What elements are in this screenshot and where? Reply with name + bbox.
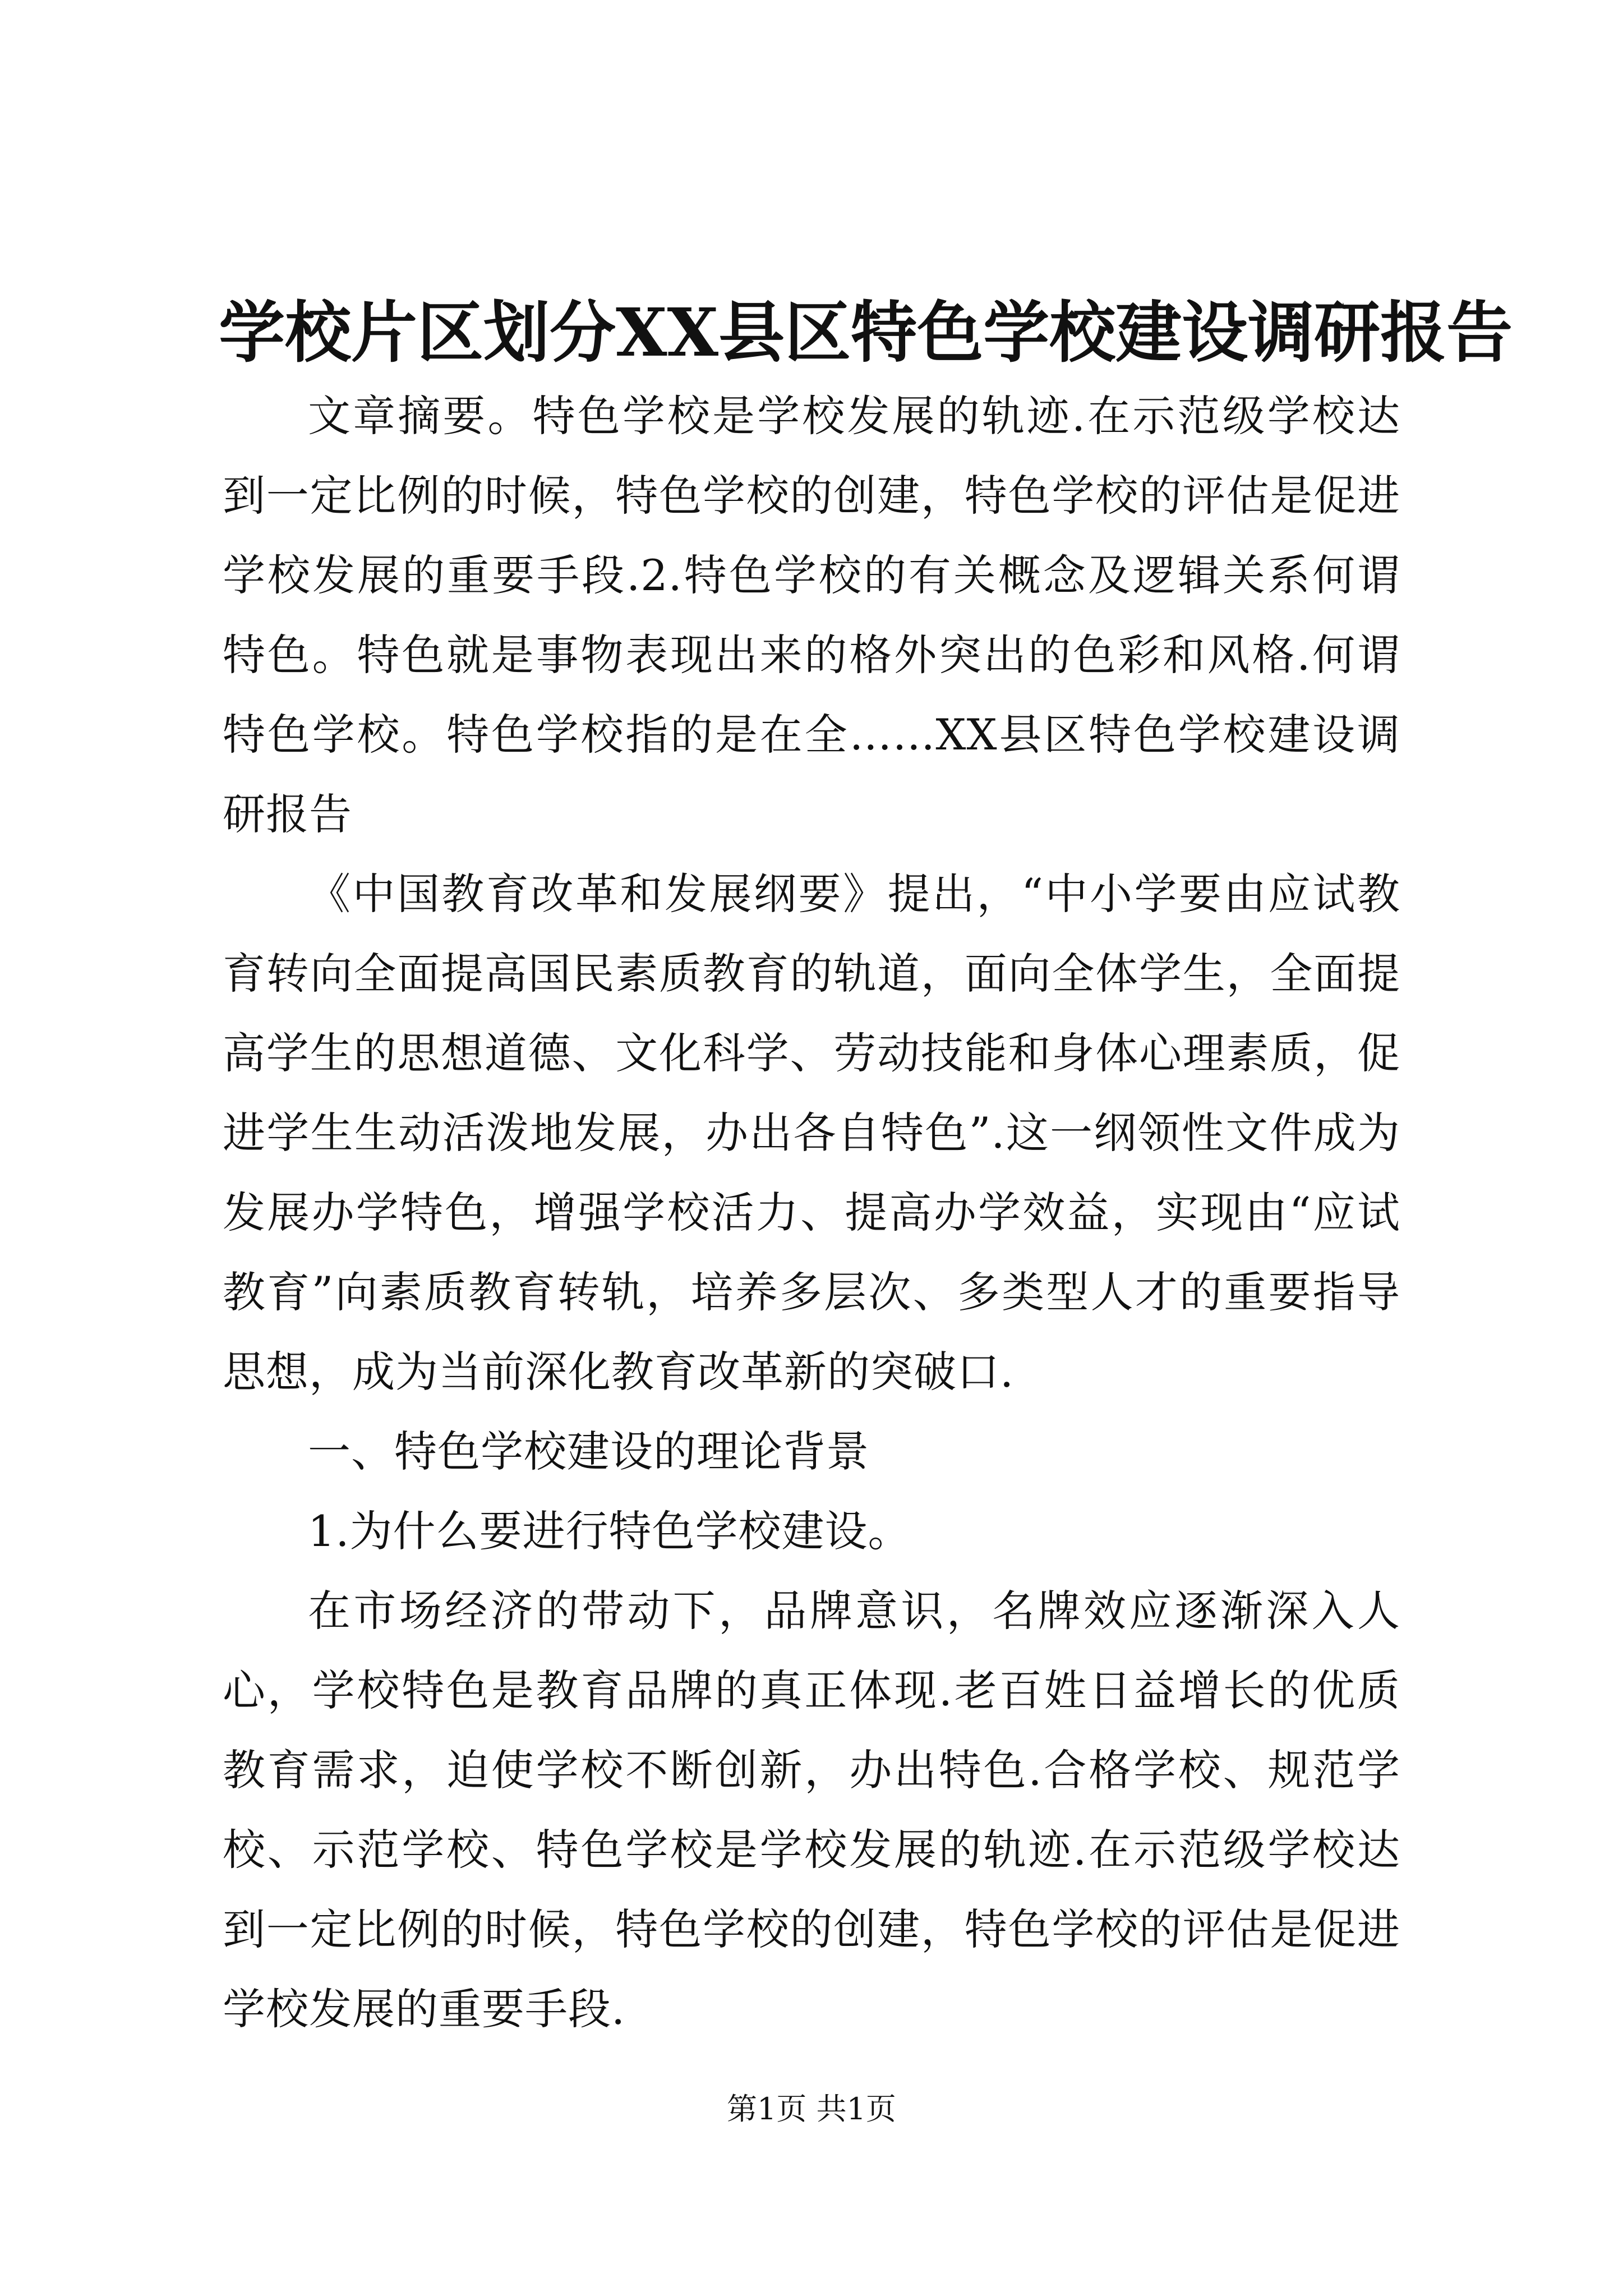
section-heading: 一、特色学校建设的理论背景 [308,1427,869,1476]
subsection-heading: 1.为什么要进行特色学校建设。 [308,1506,911,1556]
document-body [223,376,1400,2049]
body-paragraph: 在市场经济的带动下，品牌意识，名牌效应逐渐深入人心，学校特色是教育品牌的真正体现.老百姓日益增长的优质教育需求，迫使学校不断创新，办出特色.合格学校、规范学校、示范学校、特色学校是学校发展的轨迹.在示范级学校达到一定比例的时候，特色学校的创建，特色学校的评估是促进学校发展的重要手段. [223,1586,1400,2034]
abstract-paragraph: 文章摘要。特色学校是学校发展的轨迹.在示范级学校达到一定比例的时候，特色学校的创建，特色学校的评估是促进学校发展的重要手段.2.特色学校的有关概念及逻辑关系何谓特色。特色就是事物表现出来的格外突出的色彩和风格.何谓特色学校。特色学校指的是在全……XX县区特色学校建设调研报告 [223,391,1400,839]
outline-quote-paragraph: 《中国教育改革和发展纲要》提出，“中小学要由应试教育转向全面提高国民素质教育的轨道，面向全体学生，全面提高学生的思想道德、文化科学、劳动技能和身体心理素质，促进学生生动活泼地发展，办出各自特色”.这一纲领性文件成为发展办学特色，增强学校活力、提高办学效益，实现由“应试教育”向素质教育转轨，培养多层次、多类型人才的重要指导思想，成为当前深化教育改革新的突破口. [223,869,1400,1397]
document-title: 学校片区划分XX县区特色学校建设调研报告 [219,293,1513,371]
page-number-footer: 第1页 共1页 [727,2091,896,2127]
